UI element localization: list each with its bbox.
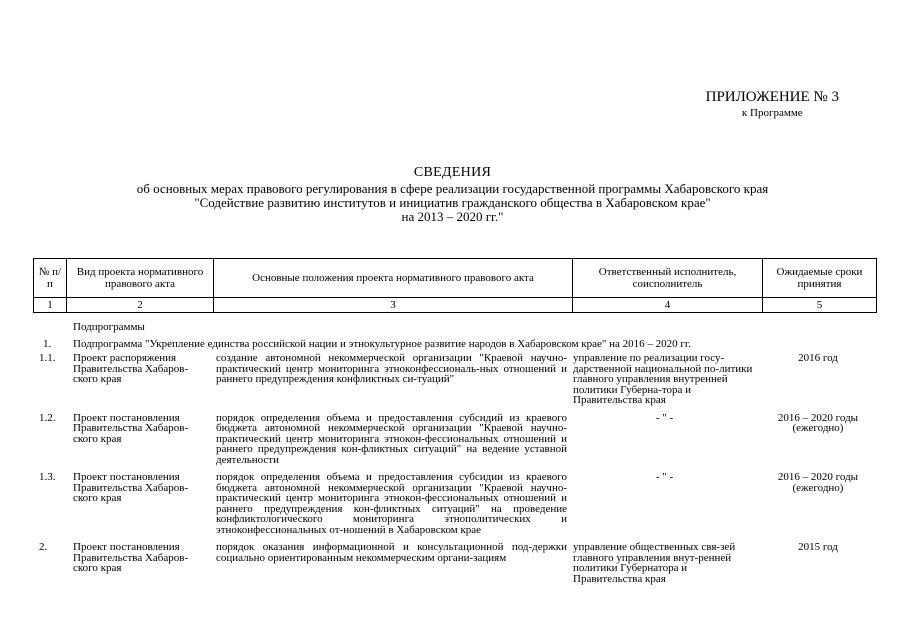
row-content: порядок определения объема и предоставления субсидий из краевого бюджета автономной некоммерческой организации "Краевой научно-практический центр мониторинга этнокон-фессиональных отношений и раннего предупреждения кон-фликтных ситуаций" на ведение уставной деятельности [216, 411, 567, 466]
column-number: 4 [573, 298, 763, 313]
row-deadline: 2016 год [798, 352, 838, 364]
row-deadline: 2016 – 2020 годы (ежегодно) [777, 471, 859, 494]
table-row [33, 413, 876, 466]
row-executor: управление общественных свя-зей главного управления внут-ренней политики Губернатора и Правительства края [573, 541, 736, 585]
heading-line-2: "Содействие развитию институтов и инициатив гражданского общества в Хабаровском крае" [194, 195, 711, 210]
row-deadline: 2015 год [798, 541, 838, 553]
row-act-type: Проект постановления Правительства Хабаров-ского края [73, 411, 189, 445]
program-row [33, 339, 876, 350]
program-number: 1. [43, 337, 52, 350]
column-number: 5 [763, 298, 877, 313]
column-number: 3 [214, 298, 573, 313]
row-act-type: Проект постановления Правительства Хабаров-ского края [73, 541, 189, 574]
heading-line-1: об основных мерах правового регулирования в сфере реализации государственной программы Хабаровского края [136, 181, 769, 196]
row-deadline: 2016 – 2020 годы (ежегодно) [777, 411, 859, 434]
row-number: 1.3. [39, 471, 56, 483]
row-number: 1.1. [39, 352, 56, 364]
column-number: 1 [34, 298, 67, 313]
row-act-type: Проект постановления Правительства Хабаров-ского края [73, 471, 189, 504]
column-number: 2 [67, 298, 214, 313]
header-deadline: Ожидаемые сроки принятия [763, 259, 877, 298]
table-row [33, 472, 876, 535]
program-title: Подпрограмма "Укрепление единства российской нации и этнокультурное развитие народов в Хабаровском крае" на 2016 – 2020 гг. [73, 337, 691, 350]
row-executor: - " - [655, 411, 674, 424]
table-body [33, 322, 876, 591]
table-row [33, 542, 876, 584]
row-executor: управление по реализации госу-дарственной национальной по-литики главного управления внутренней политики Губерна-тора и Правительства края [573, 352, 753, 406]
table-row [33, 353, 876, 406]
row-act-type: Проект распоряжения Правительства Хабаров-ского края [73, 352, 189, 385]
row-content: создание автономной некоммерческой организации "Краевой научно-практический центр мониторинга этноконфессиональ-ных отношений и раннего предупреждения конфликтных си-туаций" [216, 352, 567, 385]
row-executor: - " - [655, 471, 674, 483]
header-type: Вид проекта нормативного правового акта [67, 259, 214, 298]
heading-line-3: на 2013 – 2020 гг." [401, 209, 504, 224]
appendix-subtitle: к Программе [741, 107, 803, 119]
document-heading [60, 164, 845, 224]
header-num: № п/п [34, 259, 67, 298]
row-content: порядок оказания информационной и консультационной под-держки социально ориентированным некоммерческим органи-зациям [216, 541, 567, 564]
header-content: Основные положения проекта нормативного правового акта [214, 259, 573, 298]
heading-title: СВЕДЕНИЯ [413, 165, 492, 180]
row-content: порядок определения объема и предоставления субсидии из краевого бюджета автономной некоммерческой организации "Краевой научно-практический центр мониторинга этнокон-фессиональных отношений и раннего предупреждения кон-фликтных ситуаций" на проведение конфликтологического мониторинга этнополитических и этноконфессиональных от-ношений в Хабаровском крае [216, 471, 567, 536]
appendix-title: ПРИЛОЖЕНИЕ № 3 [705, 89, 839, 105]
header-executor: Ответственный исполнитель, соисполнитель [573, 259, 763, 298]
subprograms-label: Подпрограммы [73, 321, 145, 333]
row-number: 1.2. [39, 411, 56, 424]
appendix-block [706, 88, 839, 120]
table-header [33, 258, 877, 313]
row-number: 2. [39, 541, 48, 553]
